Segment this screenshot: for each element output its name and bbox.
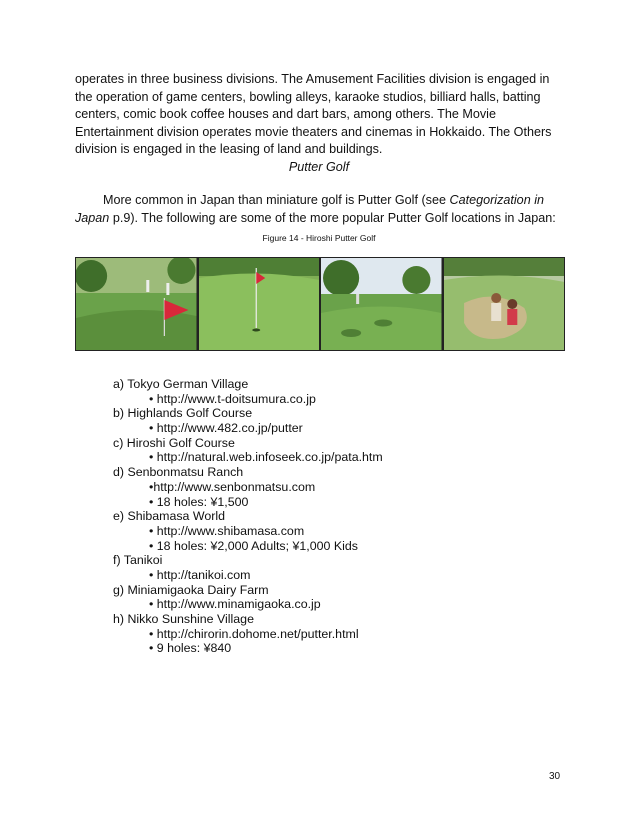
photo-putting-green-with-flag	[76, 258, 197, 350]
list-item: a) Tokyo German Village	[113, 377, 249, 391]
page-number: 30	[549, 771, 561, 782]
photo-golf-course-with-trees	[321, 258, 442, 350]
cross-reference: Japan	[75, 210, 110, 225]
list-item-detail: • 18 holes: ¥2,000 Adults; ¥1,000 Kids	[149, 538, 358, 553]
putter-golf-locations-list	[113, 377, 383, 656]
list-item: d) Senbonmatsu Ranch	[113, 465, 244, 480]
list-item: e) Shibamasa World	[113, 509, 226, 524]
list-item: f) Tanikoi	[113, 553, 163, 568]
intro-line: the operation of game centers, bowling alleys, karaoke studios, billiard halls, batting	[75, 89, 541, 104]
intro-line: operates in three business divisions. The Amusement Facilities division is engaged in	[75, 72, 550, 86]
intro-line: division is engaged in the leasing of land and buildings.	[75, 142, 383, 156]
para-text: p.9). The following are some of the more popular Putter Golf locations in Japan:	[109, 210, 556, 225]
list-item: g) Miniamigaoka Dairy Farm	[113, 582, 269, 597]
intro-line: centers, comic book coffee houses and dart bars, among others. The Movie	[75, 107, 496, 121]
list-item-detail: • http://chirorin.dohome.net/putter.html	[149, 626, 359, 641]
list-item-detail: • http://natural.web.infoseek.co.jp/pata.htm	[149, 450, 383, 465]
section-heading: Putter Golf	[288, 160, 350, 174]
photo-green-with-red-flag	[199, 258, 320, 350]
list-item: b) Highlands Golf Course	[113, 406, 253, 421]
figure-photo-strip	[75, 257, 565, 351]
list-item: h) Nikko Sunshine Village	[113, 612, 254, 626]
list-item-detail: • 9 holes: ¥840	[149, 641, 232, 656]
putter-golf-paragraph	[75, 192, 567, 227]
list-item-detail: • http://tanikoi.com	[149, 567, 251, 582]
list-item-detail: • http://www.482.co.jp/putter	[149, 421, 303, 436]
cross-reference: Categorization in	[449, 193, 544, 207]
intro-line: Entertainment division operates movie theaters and cinemas in Hokkaido. The Others	[75, 124, 552, 139]
para-text: More common in Japan than miniature golf is Putter Golf (see	[75, 193, 450, 207]
list-item-detail: • http://www.shibamasa.com	[149, 523, 305, 538]
list-item-detail: • http://www.minamigaoka.co.jp	[149, 597, 321, 612]
intro-paragraph	[75, 71, 567, 159]
figure-caption: Figure 14 - Hiroshi Putter Golf	[262, 233, 376, 243]
list-item-detail: • http://www.t-doitsumura.co.jp	[149, 391, 316, 406]
photo-people-on-course	[444, 258, 565, 350]
list-item-detail: • 18 holes: ¥1,500	[149, 494, 249, 509]
list-item-detail: •http://www.senbonmatsu.com	[149, 479, 316, 494]
list-item: c) Hiroshi Golf Course	[113, 435, 235, 450]
